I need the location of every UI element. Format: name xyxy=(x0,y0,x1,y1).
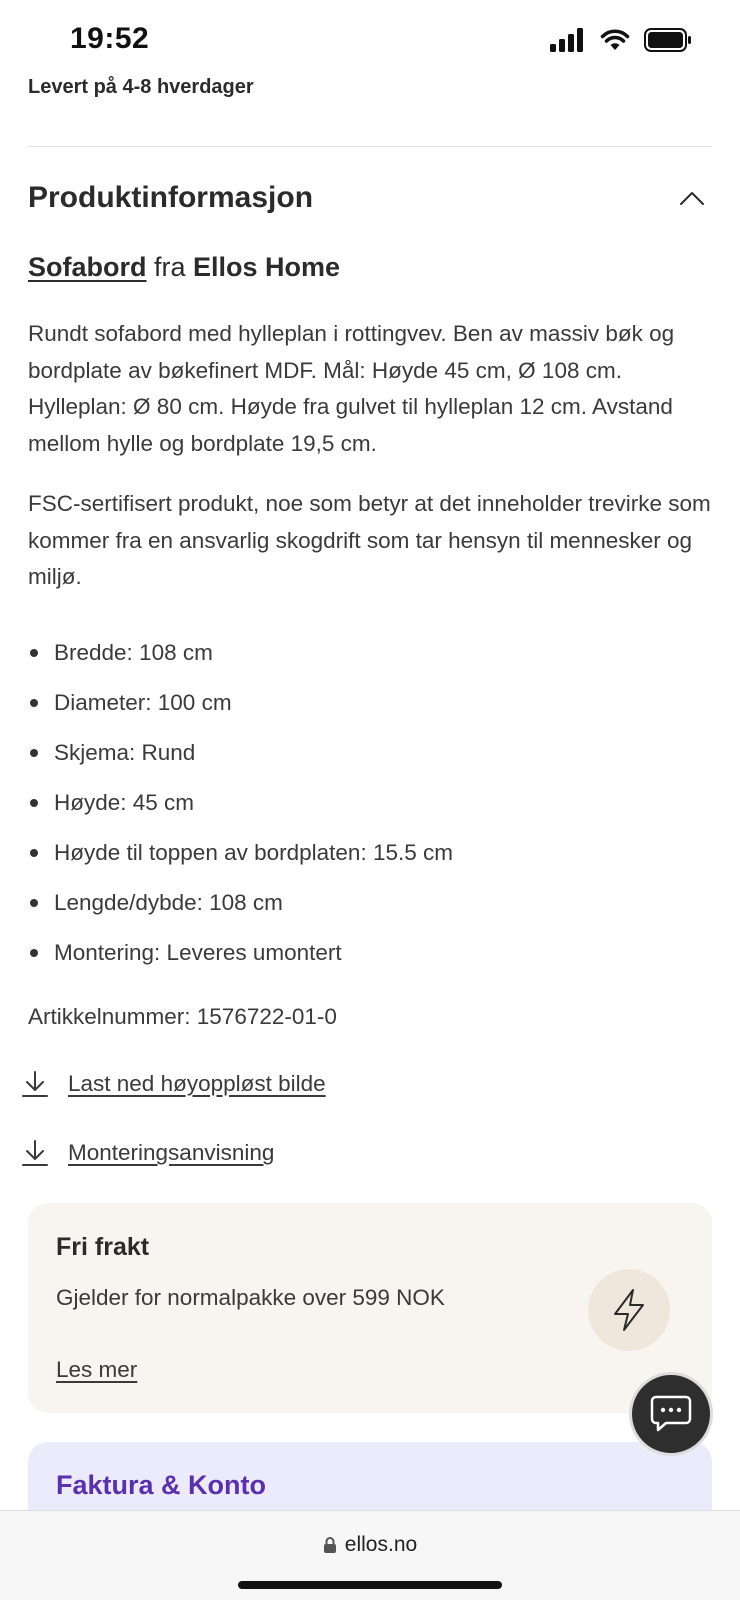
freight-title: Fri frakt xyxy=(56,1233,150,1261)
spec-text: Høyde: 45 cm xyxy=(54,790,195,815)
chevron-up-icon xyxy=(679,190,705,206)
download-assembly-label: Monteringsanvisning xyxy=(68,1140,275,1165)
chat-icon xyxy=(650,1395,692,1433)
list-item xyxy=(28,628,453,678)
chat-button[interactable] xyxy=(629,1372,713,1456)
free-freight-card xyxy=(28,1203,712,1413)
product-info-header[interactable] xyxy=(28,176,712,220)
spec-text: Bredde: 108 cm xyxy=(54,640,213,665)
spec-text: Lengde/dybde: 108 cm xyxy=(54,890,283,915)
bullet-icon xyxy=(30,699,38,707)
brand-line xyxy=(28,252,340,283)
list-item xyxy=(28,928,453,978)
status-bar xyxy=(0,0,740,84)
list-item xyxy=(28,678,453,728)
download-image-label: Last ned høyoppløst bilde xyxy=(68,1071,326,1096)
lightning-icon xyxy=(611,1288,647,1332)
description-paragraph-2: FSC-sertifisert produkt, noe som betyr at det inneholder trevirke som kommer fra en ansvarlig skogdrift som tar hensyn til mennesker og miljø. xyxy=(28,491,711,589)
read-more-link[interactable]: Les mer xyxy=(56,1357,138,1382)
address-bar[interactable] xyxy=(0,1533,740,1557)
list-item xyxy=(28,828,453,878)
freight-text: Gjelder for normalpakke over 599 NOK xyxy=(56,1285,445,1310)
download-image-link[interactable] xyxy=(22,1070,326,1098)
article-number: Artikkelnummer: 1576722-01-0 xyxy=(28,1004,337,1029)
category-link[interactable]: Sofabord xyxy=(28,252,147,282)
download-icon xyxy=(22,1070,48,1098)
home-indicator xyxy=(238,1581,502,1589)
bullet-icon xyxy=(30,799,38,807)
spec-text: Skjema: Rund xyxy=(54,740,196,765)
collapse-button[interactable] xyxy=(672,178,712,218)
list-item xyxy=(28,778,453,828)
bolt-badge xyxy=(588,1269,670,1351)
description-paragraph-1: Rundt sofabord med hylleplan i rottingvev. Ben av massiv bøk og bordplate av bøkefinert MDF. Mål: Høyde 45 cm, Ø 108 cm. Hylleplan: Ø 80 cm. Høyde fra gulvet til hylleplan 12 cm. Avstand mellom hylle og bordplate 19,5 cm. xyxy=(28,321,675,456)
list-item xyxy=(28,728,453,778)
bullet-icon xyxy=(30,749,38,757)
spec-text: Diameter: 100 cm xyxy=(54,690,232,715)
bullet-icon xyxy=(30,899,38,907)
browser-bottom-bar xyxy=(0,1510,740,1600)
signal-icon xyxy=(550,28,586,52)
spec-text: Høyde til toppen av bordplaten: 15.5 cm xyxy=(54,840,453,865)
delivery-note: Levert på 4-8 hverdager xyxy=(28,76,254,98)
brand-name: Ellos Home xyxy=(193,252,341,282)
divider xyxy=(28,146,712,147)
spec-text: Montering: Leveres umontert xyxy=(54,940,342,965)
spec-list xyxy=(28,628,453,978)
bullet-icon xyxy=(30,849,38,857)
battery-icon xyxy=(644,28,692,52)
download-assembly-link[interactable] xyxy=(22,1139,274,1167)
list-item xyxy=(28,878,453,928)
bullet-icon xyxy=(30,649,38,657)
faktura-title: Faktura & Konto xyxy=(56,1470,267,1500)
download-icon xyxy=(22,1139,48,1167)
url-text: ellos.no xyxy=(344,1533,418,1556)
status-time: 19:52 xyxy=(70,22,150,55)
bullet-icon xyxy=(30,949,38,957)
from-word: fra xyxy=(146,252,194,282)
lock-icon xyxy=(323,1536,337,1554)
wifi-icon xyxy=(600,29,630,51)
section-title: Produktinformasjon xyxy=(28,181,314,214)
status-icons xyxy=(550,28,692,52)
